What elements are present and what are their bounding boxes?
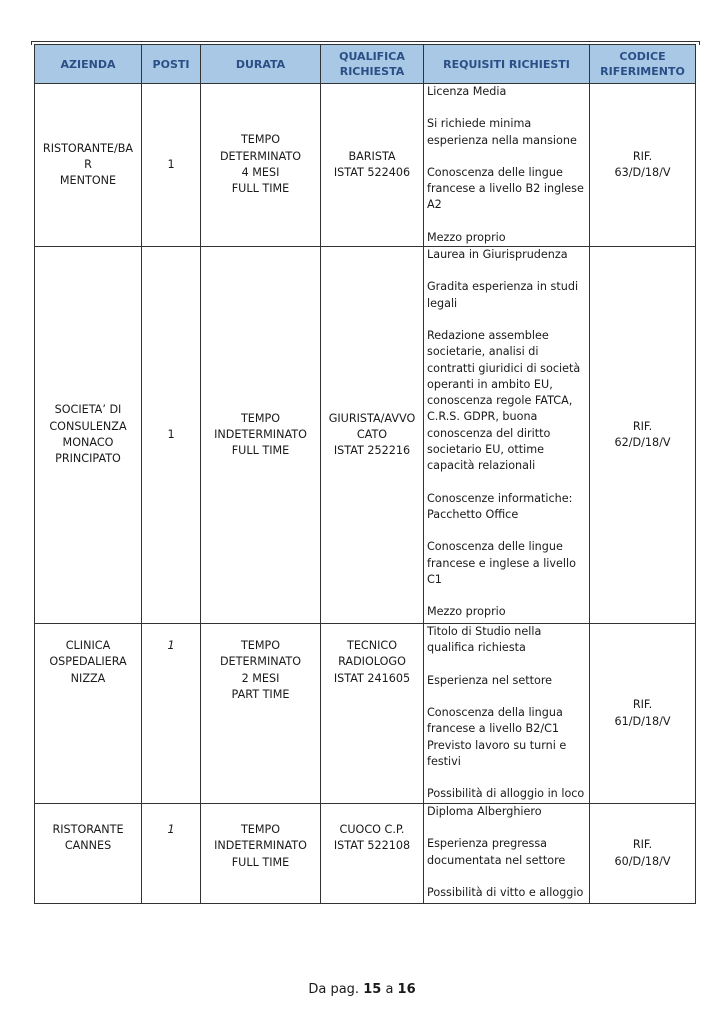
requirement-item: Titolo di Studio nella qualifica richiesta bbox=[427, 625, 542, 655]
requirement-item: Mezzo proprio bbox=[427, 230, 506, 244]
table-row bbox=[35, 624, 696, 804]
requirement-item: Conoscenza della lingua francese a livello B2/C1 Previsto lavoro su turni e festivi bbox=[427, 705, 567, 768]
header-azienda: AZIENDA bbox=[35, 45, 142, 84]
requirement-item: Esperienza nel settore bbox=[427, 673, 553, 687]
requirement-item: Mezzo proprio bbox=[427, 605, 506, 619]
cell-codice: RIF. 62/D/18/V bbox=[590, 247, 696, 624]
table-row bbox=[35, 247, 696, 624]
requirement-item: Possibilità di vitto e alloggio bbox=[427, 885, 584, 899]
cell-azienda: CLINICA OSPEDALIERA NIZZA bbox=[35, 624, 142, 804]
cell-codice: RIF. 63/D/18/V bbox=[590, 84, 696, 247]
cell-requisiti bbox=[424, 624, 590, 804]
requirement-item: Esperienza pregressa documentata nel settore bbox=[427, 837, 566, 867]
cell-requisiti bbox=[424, 804, 590, 904]
requirement-item: Si richiede minima esperienza nella mansione bbox=[427, 117, 577, 147]
requirement-item: Possibilità di alloggio in loco bbox=[427, 787, 585, 801]
page-footer bbox=[0, 982, 724, 997]
cell-qualifica: BARISTA ISTAT 522406 bbox=[321, 84, 424, 247]
cell-posti: 1 bbox=[142, 624, 201, 804]
requirement-item: Conoscenze informatiche: Pacchetto Office bbox=[427, 491, 573, 521]
header-qualifica: QUALIFICA RICHIESTA bbox=[321, 45, 424, 84]
cell-qualifica: GIURISTA/AVVO CATO ISTAT 252216 bbox=[321, 247, 424, 624]
requirement-item: Gradita esperienza in studi legali bbox=[427, 280, 579, 310]
requirement-item: Laurea in Giurisprudenza bbox=[427, 248, 568, 262]
header-durata: DURATA bbox=[201, 45, 321, 84]
header-posti: POSTI bbox=[142, 45, 201, 84]
cell-posti: 1 bbox=[142, 84, 201, 247]
cell-codice: RIF. 60/D/18/V bbox=[590, 804, 696, 904]
cell-azienda: SOCIETA’ DI CONSULENZA MONACO PRINCIPATO bbox=[35, 247, 142, 624]
requirement-item: Diploma Alberghiero bbox=[427, 805, 542, 819]
cell-azienda: RISTORANTE CANNES bbox=[35, 804, 142, 904]
footer-prefix: Da pag. bbox=[308, 982, 360, 997]
requirement-item: Licenza Media bbox=[427, 85, 507, 98]
header-codice: CODICE RIFERIMENTO bbox=[590, 45, 696, 84]
table-row bbox=[35, 804, 696, 904]
table-row bbox=[35, 84, 696, 247]
cell-durata: TEMPO DETERMINATO 4 MESI FULL TIME bbox=[201, 84, 321, 247]
cell-qualifica: CUOCO C.P. ISTAT 522108 bbox=[321, 804, 424, 904]
cell-requisiti bbox=[424, 247, 590, 624]
cell-durata: TEMPO INDETERMINATO FULL TIME bbox=[201, 247, 321, 624]
requirement-item: Conoscenza delle lingue francese e inglese a livello C1 bbox=[427, 540, 576, 586]
cell-requisiti bbox=[424, 84, 590, 247]
requirement-item: Redazione assemblee societarie, analisi di contratti giuridici di società operanti in ambito EU, conoscenza regole FATCA, C.R.S. GDPR, buona conoscenza del diritto societario EU, ottime capacità relazionali bbox=[427, 328, 581, 473]
footer-page-from: 15 bbox=[363, 982, 382, 997]
requirement-item: Conoscenza delle lingue francese a livello B2 inglese A2 bbox=[427, 165, 584, 212]
cell-durata: TEMPO INDETERMINATO FULL TIME bbox=[201, 804, 321, 904]
table-header-row bbox=[35, 45, 696, 84]
header-requisiti: REQUISITI RICHIESTI bbox=[424, 45, 590, 84]
cell-qualifica: TECNICO RADIOLOGO ISTAT 241605 bbox=[321, 624, 424, 804]
footer-page-to: 16 bbox=[397, 982, 416, 997]
cell-azienda: RISTORANTE/BA R MENTONE bbox=[35, 84, 142, 247]
cell-posti: 1 bbox=[142, 804, 201, 904]
cell-codice: RIF. 61/D/18/V bbox=[590, 624, 696, 804]
cell-durata: TEMPO DETERMINATO 2 MESI PART TIME bbox=[201, 624, 321, 804]
cell-posti: 1 bbox=[142, 247, 201, 624]
job-offers-table bbox=[34, 44, 696, 904]
footer-middle: a bbox=[385, 982, 394, 997]
